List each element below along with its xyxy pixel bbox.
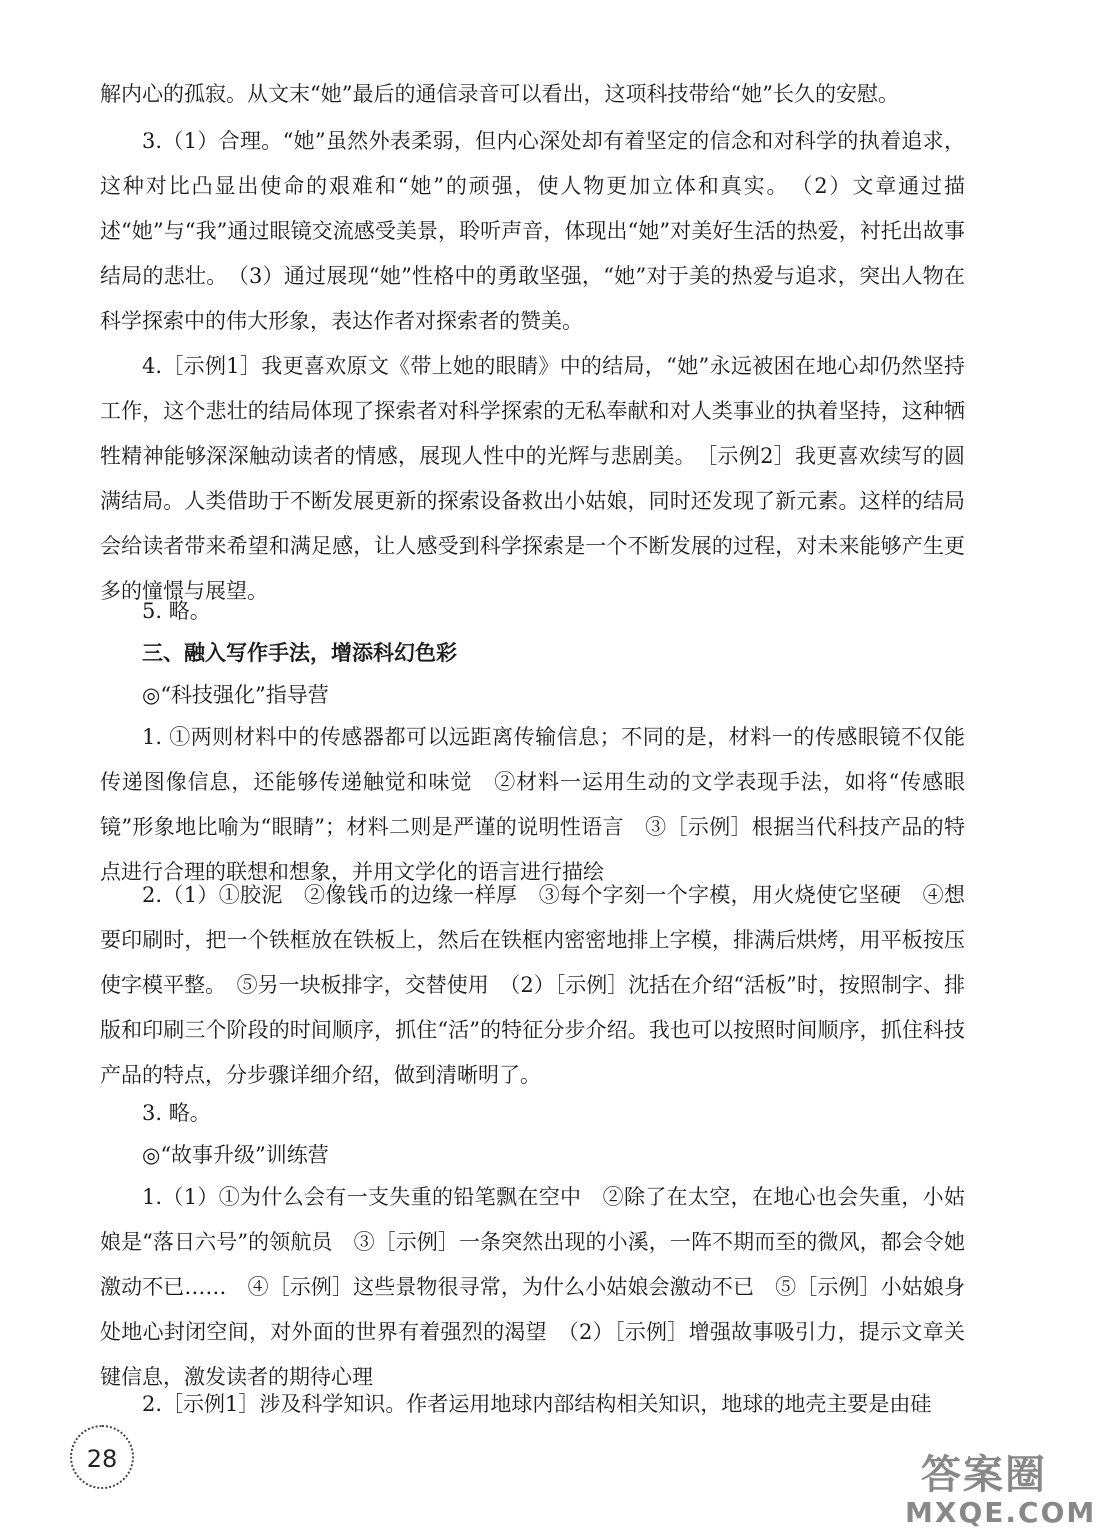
answer-story-1: 1.（1）①为什么会有一支失重的铅笔飘在空中 ②除了在太空，在地心也会失重，小姑娘是“落日六号”的领航员 ③［示例］一条突然出现的小溪，一阵不期而至的微风，都会令她激动不已…… ④［示例］这些景物很寻常，为什么小姑娘会激动不已 ⑤［示例］小姑娘身处地心封闭空间，对外面的世界有着强烈的渴望 （2）［示例］增强故事吸引力，提示文章关键信息，激发读者的期待心理 xyxy=(100,1185,965,1389)
watermark-url: MXQE.COM xyxy=(905,1496,1096,1529)
section-heading: 三、融入写作手法，增添科幻色彩 xyxy=(142,641,457,665)
subsection-heading-tech: ◎“科技强化”指导营 xyxy=(142,683,329,707)
subsection-heading-story: ◎“故事升级”训练营 xyxy=(142,1143,329,1167)
answer-tech-2: 2.（1）①胶泥 ②像钱币的边缘一样厚 ③每个字刻一个字模，用火烧使它坚硬 ④想要印刷时，把一个铁框放在铁板上，然后在铁框内密密地排上字模，排满后烘烤，用平板按压使字模平整。 ⑤另一块板排字，交替使用 （2）［示例］沈括在介绍“活板”时，按照制字、排版和印刷三个阶段的时间顺序，抓住“活”的特征分步介绍。我也可以按照时间顺序，抓住科技产品的特点，分步骤详细介绍，做到清晰明了。 xyxy=(100,883,965,1087)
page-number: 28 xyxy=(70,1425,134,1489)
answer-3: 3.（1）合理。“她”虽然外表柔弱，但内心深处却有着坚定的信念和对科学的执着追求，这种对比凸显出使命的艰难和“她”的顽强，使人物更加立体和真实。 （2）文章通过描述“她”与“我”通过眼镜交流感受美景，聆听声音，体现出“她”对美好生活的热爱，衬托出故事结局的悲壮。 （3）通过展现“她”性格中的勇敢坚强，“她”对于美的热爱与追求，突出人物在科学探索中的伟大形象，表达作者对探索者的赞美。 xyxy=(100,129,965,333)
answer-tech-3: 3. 略。 xyxy=(142,1101,211,1125)
answer-story-2: 2.［示例1］涉及科学知识。作者运用地球内部结构相关知识，地球的地壳主要是由硅 xyxy=(142,1392,932,1416)
answer-5: 5. 略。 xyxy=(142,599,211,623)
answer-4: 4.［示例1］我更喜欢原文《带上她的眼睛》中的结局，“她”永远被困在地心却仍然坚持工作，这个悲壮的结局体现了探索者对科学探索的无私奉献和对人类事业的执着坚持，这种牺牲精神能够深深触动读者的情感，展现人性中的光辉与悲剧美。 ［示例2］我更喜欢续写的圆满结局。人类借助于不断发展更新的探索设备救出小姑娘，同时还发现了新元素。这样的结局会给读者带来希望和满足感，让人感受到科学探索是一个不断发展的过程，对未来能够产生更多的憧憬与展望。 xyxy=(100,354,965,603)
watermark-logo: 答案圈 xyxy=(921,1452,1047,1498)
paragraph-continuation: 解内心的孤寂。从文末“她”最后的通信录音可以看出，这项科技带给“她”长久的安慰。 xyxy=(100,82,899,106)
answer-tech-1: 1. ①两则材料中的传感器都可以远距离传输信息；不同的是，材料一的传感眼镜不仅能传递图像信息，还能够传递触觉和味觉 ②材料一运用生动的文学表现手法，如将“传感眼镜”形象地比喻为“眼睛”；材料二则是严谨的说明性语言 ③［示例］根据当代科技产品的特点进行合理的联想和想象，并用文学化的语言进行描绘 xyxy=(100,725,965,884)
